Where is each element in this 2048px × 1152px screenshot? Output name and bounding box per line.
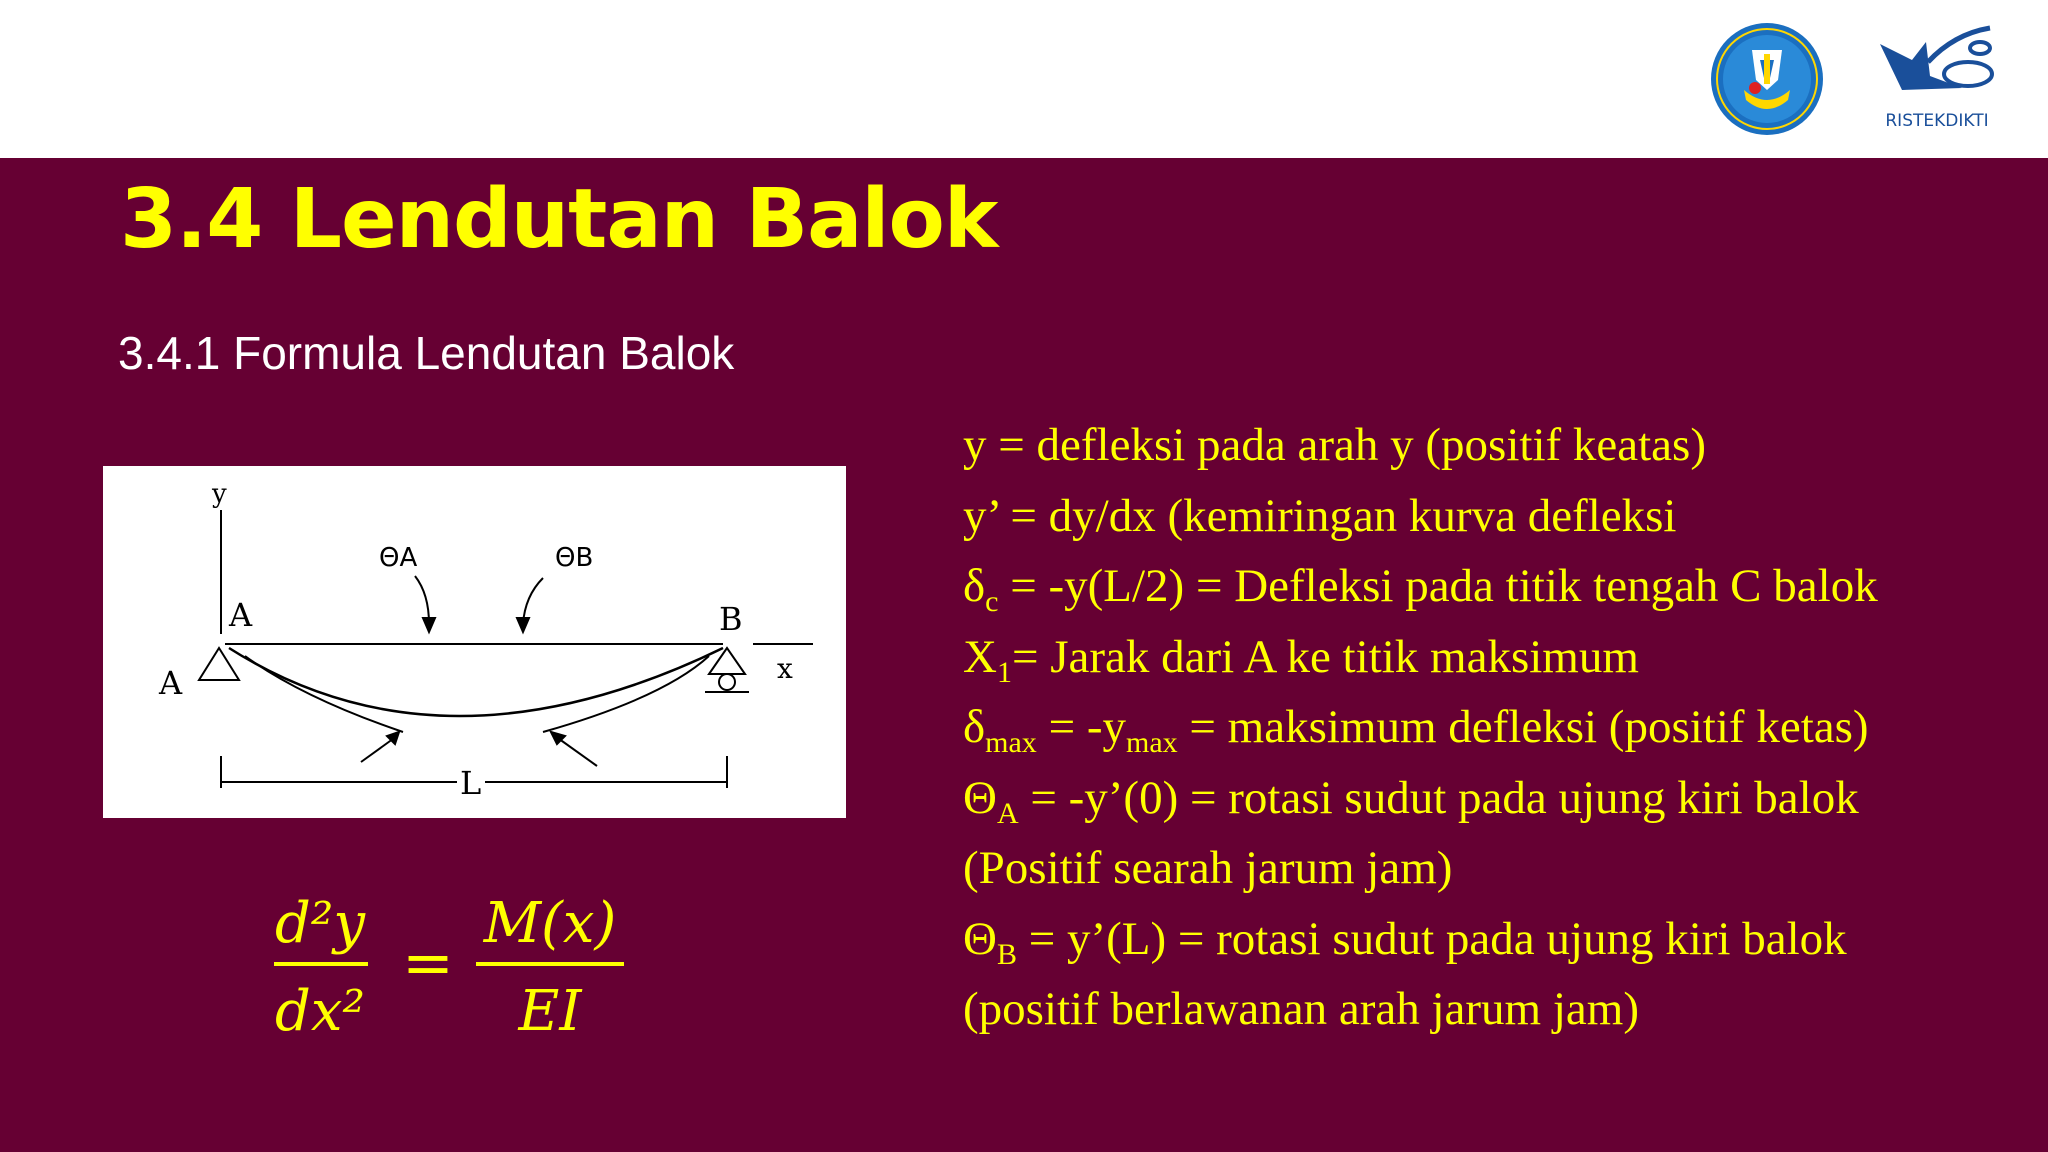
point-b-label: B <box>719 600 743 638</box>
definition-line-7: (Positif searah jarum jam) <box>963 842 1453 894</box>
slope-line-right <box>543 656 709 732</box>
y-axis-label: y <box>212 479 227 509</box>
definition-line-2: y’ = dy/dx (kemiringan kurva defleksi <box>963 489 1677 542</box>
slide-title: 3.4 Lendutan Balok <box>120 172 998 267</box>
theta-b-arrowhead <box>517 618 529 632</box>
formula-equals: = <box>402 926 454 999</box>
definition-line-5: $\delta_{max} = -y_{max}$ = maksimum defleksi (positif ketas) <box>963 701 1869 759</box>
formula-rhs-numerator: M(x) <box>483 891 617 956</box>
length-label: L <box>460 764 482 802</box>
rhs-fraction-bar <box>476 962 624 966</box>
definition-line-6: $\Theta_A$ = -y’(0) = rotasi sudut pada ujung kiri balok <box>963 771 1859 830</box>
formula-rhs-denominator: EI <box>518 979 582 1044</box>
point-a-label: A <box>229 596 253 634</box>
x-axis-label: x <box>777 652 793 685</box>
ristekdikti-logo <box>1872 14 2002 134</box>
theta-b-label: ΘB <box>555 543 594 573</box>
lhs-fraction-bar <box>274 962 368 966</box>
theta-a-arrowhead <box>423 618 435 632</box>
slide-subtitle: 3.4.1 Formula Lendutan Balok <box>118 327 735 379</box>
support-a-label: A <box>159 664 183 702</box>
deflection-formula <box>270 880 630 1060</box>
definition-line-9: (positif berlawanan arah jarum jam) <box>963 983 1639 1035</box>
definition-line-3: $\delta_c = -y(L/2)$ = Defleksi pada titik tengah C balok <box>963 560 1878 618</box>
formula-lhs-denominator: dx² <box>275 979 365 1044</box>
beam-deflection-diagram <box>103 466 846 818</box>
deflection-curve <box>229 648 723 716</box>
definition-line-8: $\Theta_B$ = y’(L) = rotasi sudut pada ujung kiri balok <box>963 912 1847 971</box>
definition-line-1: y = defleksi pada arah y (positif keatas) <box>963 419 1706 471</box>
roller-b <box>719 674 735 690</box>
formula-lhs-numerator: d²y <box>275 891 365 956</box>
tut-wuri-handayani-logo <box>1708 20 1826 138</box>
support-a <box>199 648 239 680</box>
theta-a-label: ΘA <box>379 543 418 573</box>
ristekdikti-text: RISTEKDIKTI <box>1885 111 1989 131</box>
definition-line-4: $X_1=$ Jarak dari A ke titik maksimum <box>963 630 1639 689</box>
theta-a-arrow <box>415 576 429 624</box>
definitions-list <box>963 410 2023 1045</box>
top-header-bar <box>0 0 2048 158</box>
